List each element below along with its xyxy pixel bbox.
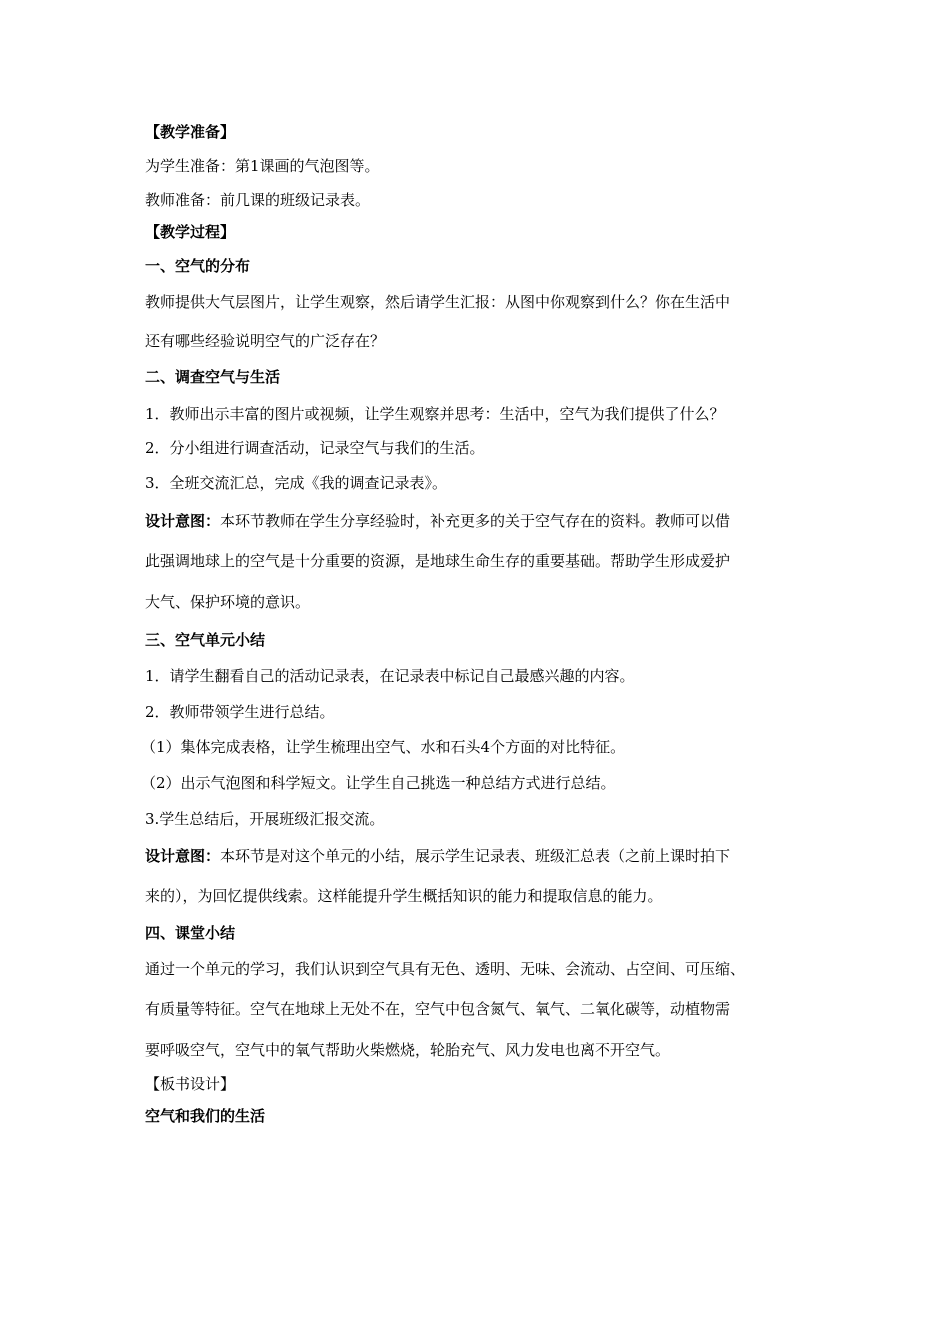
prep-heading: 【教学准备】 (145, 123, 236, 141)
design-intent-label: 设计意图： (145, 512, 221, 530)
section-2-intent-line-3: 大气、保护环境的意识。 (145, 593, 311, 611)
section-3-title: 三、空气单元小结 (145, 631, 266, 649)
section-3-item-2: 2．教师带领学生进行总结。 (145, 703, 335, 721)
section-4-line-1: 通过一个单元的学习，我们认识到空气具有无色、透明、无味、会流动、占空间、可压缩、 (145, 960, 746, 978)
board-title: 空气和我们的生活 (145, 1107, 266, 1125)
section-3-sub-1: （1）集体完成表格，让学生梳理出空气、水和石头4个方面的对比特征。 (141, 738, 626, 756)
process-heading: 【教学过程】 (145, 223, 236, 241)
section-2-item-2: 2．分小组进行调查活动，记录空气与我们的生活。 (145, 439, 485, 457)
prep-teacher: 教师准备：前几课的班级记录表。 (145, 191, 371, 209)
section-3-sub-2: （2）出示气泡图和科学短文。让学生自己挑选一种总结方式进行总结。 (141, 774, 616, 792)
section-3-intent-line-2: 来的），为回忆提供线索。这样能提升学生概括知识的能力和提取信息的能力。 (145, 887, 663, 905)
section-3-item-1: 1．请学生翻看自己的活动记录表，在记录表中标记自己最感兴趣的内容。 (145, 667, 635, 685)
section-1-line-2: 还有哪些经验说明空气的广泛存在？ (145, 332, 386, 350)
section-3-intent-line-1 (145, 846, 730, 866)
section-4-title: 四、课堂小结 (145, 924, 236, 942)
section-1-title: 一、空气的分布 (145, 257, 251, 275)
design-intent-text: 本环节是对这个单元的小结，展示学生记录表、班级汇总表（之前上课时拍下 (220, 847, 731, 865)
design-intent-text: 本环节教师在学生分享经验时，补充更多的关于空气存在的资料。教师可以借 (220, 512, 731, 530)
section-2-intent-line-2: 此强调地球上的空气是十分重要的资源，是地球生命生存的重要基础。帮助学生形成爱护 (145, 552, 731, 570)
section-3-item-3: 3.学生总结后，开展班级汇报交流。 (145, 810, 385, 828)
section-1-line-1: 教师提供大气层图片，让学生观察，然后请学生汇报：从图中你观察到什么？你在生活中 (145, 293, 731, 311)
section-4-line-3: 要呼吸空气，空气中的氧气帮助火柴燃烧，轮胎充气、风力发电也离不开空气。 (145, 1041, 671, 1059)
design-intent-label: 设计意图： (145, 847, 221, 865)
prep-student: 为学生准备：第1课画的气泡图等。 (145, 157, 380, 175)
section-2-item-1: 1．教师出示丰富的图片或视频，让学生观察并思考：生活中，空气为我们提供了什么？ (145, 405, 725, 423)
section-2-item-3: 3．全班交流汇总，完成《我的调查记录表》。 (145, 474, 448, 492)
section-2-title: 二、调查空气与生活 (145, 368, 281, 386)
section-2-intent-line-1 (145, 511, 730, 531)
board-heading: 【板书设计】 (145, 1075, 236, 1093)
section-4-line-2: 有质量等特征。空气在地球上无处不在，空气中包含氮气、氧气、二氧化碳等，动植物需 (145, 1000, 731, 1018)
